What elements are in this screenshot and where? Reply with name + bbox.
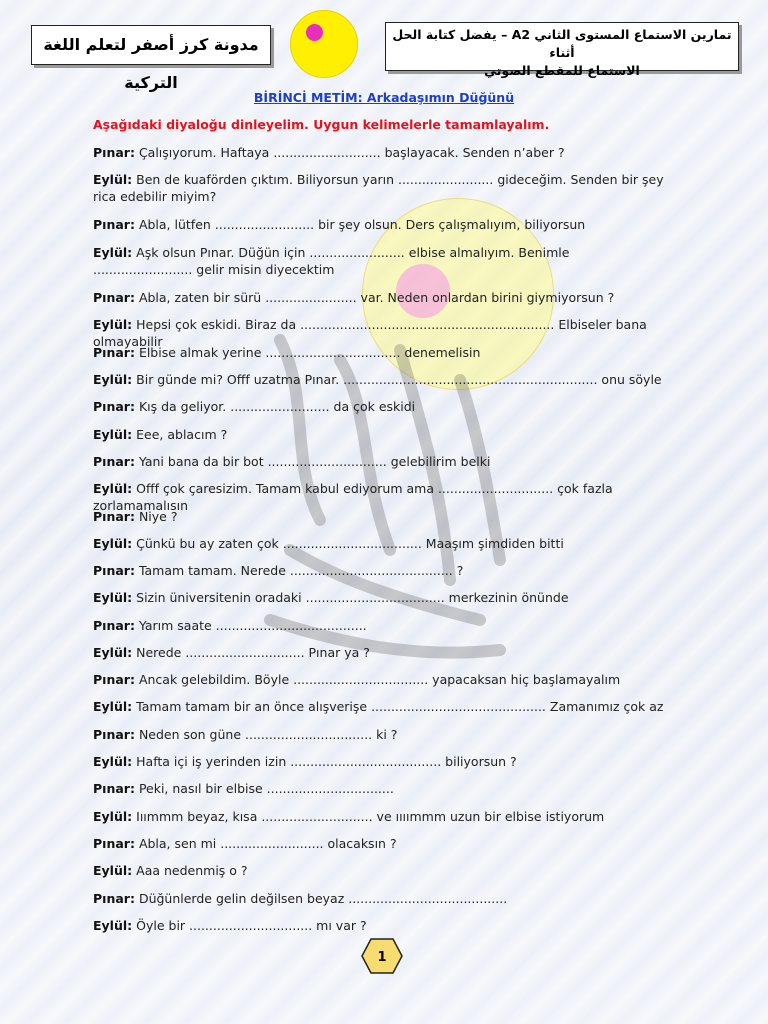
dialogue-line: Pınar: Peki, nasıl bir elbise ................................ <box>93 781 394 796</box>
instruction: Aşağıdaki diyaloğu dinleyelim. Uygun kelimelerle tamamlayalım. <box>93 117 550 132</box>
dialogue-line: Eylül: Nerede .............................. Pınar ya ? <box>93 645 370 660</box>
exercise-header-box <box>385 22 739 78</box>
page-number-badge <box>361 938 403 974</box>
dialogue-line: Pınar: Tamam tamam. Nerede ......................................... ? <box>93 563 464 578</box>
dialogue-line: Eylül: Aşk olsun Pınar. Düğün için ........................ elbise almalıyım. Benimle ......................... gelir misin diyecektim <box>93 245 570 277</box>
page-number: 1 <box>377 950 387 965</box>
dialogue-line: Eylül: Hafta içi iş yerinden izin ...................................... biliyorsun ? <box>93 754 517 769</box>
dialogue-line: Pınar: Niye ? <box>93 509 178 524</box>
dialogue-line: Pınar: Abla, zaten bir sürü ....................... var. Neden onlardan birini giymiyorsun ? <box>93 290 615 305</box>
blog-title-box <box>31 25 271 92</box>
dialogue-line: Pınar: Düğünlerde gelin değilsen beyaz ........................................ <box>93 891 508 906</box>
dialogue-line: Pınar: Abla, sen mi .......................... olacaksın ? <box>93 836 397 851</box>
dialogue-line: Eylül: Iıımmm beyaz, kısa ............................ ve ıııımmm uzun bir elbise istiyorum <box>93 809 605 824</box>
dialogue-line: Eylül: Ben de kuaförden çıktım. Biliyorsun yarın ........................ gideceğim. Senden bir şey rica edebilir miyim? <box>93 172 664 204</box>
dialogue-line: Eylül: Eee, ablacım ? <box>93 427 228 442</box>
dialogue-line: Pınar: Çalışıyorum. Haftaya ........................... başlayacak. Senden n’aber ? <box>93 145 565 160</box>
dialogue-line: Eylül: Sizin üniversitenin oradaki ................................... merkezinin önünde <box>93 590 569 605</box>
dialogue-line: Pınar: Yani bana da bir bot .............................. gelebilirim belki <box>93 454 491 469</box>
dialogue-line: Pınar: Abla, lütfen ......................... bir şey olsun. Ders çalışmalıyım, biliyorsun <box>93 217 586 232</box>
dialogue-line: Eylül: Öyle bir ............................... mı var ? <box>93 918 367 933</box>
dialogue-line: Pınar: Yarım saate ...................................... <box>93 618 367 633</box>
logo-circle <box>290 10 358 78</box>
blog-title: مدونة كرز أصفر لتعلم اللغة التركية <box>43 35 259 92</box>
dialogue-line: Pınar: Neden son güne ................................ ki ? <box>93 727 398 742</box>
dialogue-line: Eylül: Aaa nedenmiş o ? <box>93 863 248 878</box>
exercise-header-line1: تمارين الاستماع المستوى الثاني A2 – يفضل كتابة الحل أثناء <box>392 27 732 60</box>
dialogue-line: Eylül: Offf çok çaresizim. Tamam kabul ediyorum ama ............................. çok fazla zorlamamalısın <box>93 481 613 513</box>
dialogue-line: Eylül: Çünkü bu ay zaten çok ................................... Maaşım şimdiden bitti <box>93 536 564 551</box>
exercise-header-line2: الاستماع للمقطع الصوتي <box>484 63 640 78</box>
page-title: BİRİNCİ METİM: Arkadaşımın Düğünü <box>253 90 515 105</box>
dialogue-line: Eylül: Tamam tamam bir an önce alışverişe ............................................ Zamanımız çok az <box>93 699 664 714</box>
logo-dot <box>306 24 323 41</box>
dialogue-line: Pınar: Ancak gelebildim. Böyle .................................. yapacaksan hiç başlamayalım <box>93 672 621 687</box>
dialogue-line: Eylül: Hepsi çok eskidi. Biraz da ................................................................ Elbiseler bana olmayabilir <box>93 317 647 349</box>
dialogue-line: Pınar: Kış da geliyor. ......................... da çok eskidi <box>93 399 416 414</box>
dialogue-line: Eylül: Bir günde mi? Offf uzatma Pınar. ................................................................ onu söyle <box>93 372 662 387</box>
dialogue-line: Pınar: Elbise almak yerine .................................. denemelisin <box>93 345 481 360</box>
